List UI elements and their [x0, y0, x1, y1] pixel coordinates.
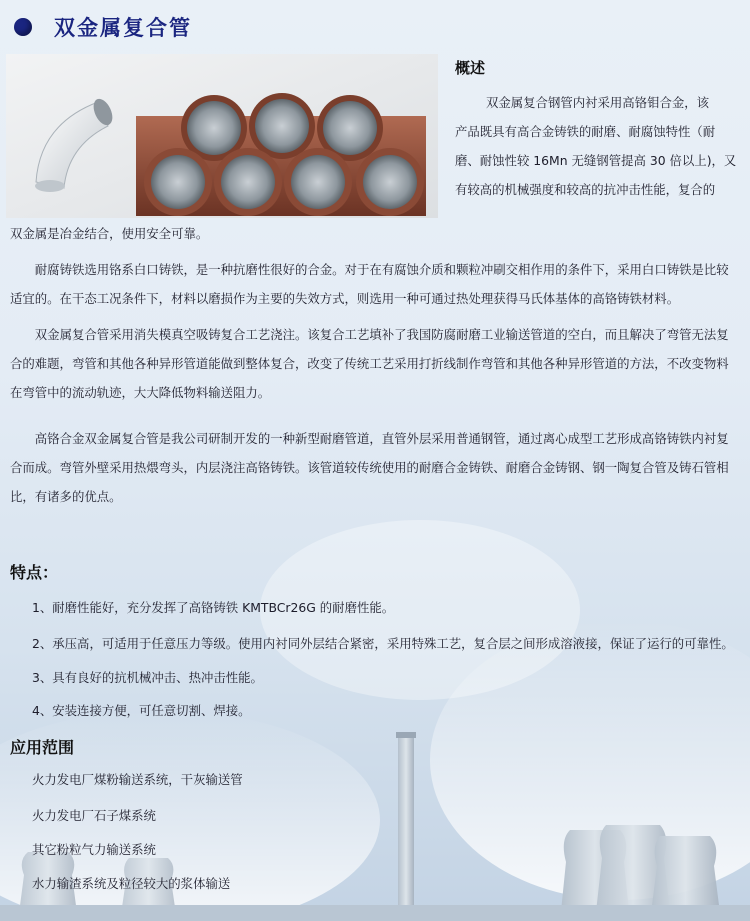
intro-line: 产品既具有高合金铸铁的耐磨、耐腐蚀特性（耐 [455, 124, 716, 139]
pipes-illustration [6, 54, 438, 218]
overview-heading: 概述 [455, 59, 486, 77]
application-item: 水力输渣系统及粒径较大的浆体输送 [32, 876, 231, 891]
application-item: 火力发电厂煤粉输送系统，干灰输送管 [32, 772, 243, 787]
paragraph-casting-process: 双金属复合管采用消失模真空吸铸复合工艺浇注。该复合工艺填补了我国防腐耐磨工业输送管道的空白，而且解决了弯管无法复合的难题，弯管和其他各种异形管道能做到整体复合，改变了传统工艺采用打折线制作弯管和其他各种异形管道的方法，不改变物料在弯管中的流动轨迹，大大降低物料输送阻力。 [10, 327, 729, 400]
feature-item: 4、安装连接方便，可任意切割、焊接。 [32, 703, 251, 718]
feature-item: 3、具有良好的抗机械冲击、热冲击性能。 [32, 670, 263, 685]
application-item: 其它粉粒气力输送系统 [32, 842, 156, 857]
product-photo [6, 54, 438, 218]
paragraph-product-advantage: 高铬合金双金属复合管是我公司研制开发的一种新型耐磨管道，直管外层采用普通钢管，通过离心成型工艺形成高铬铸铁内衬复合而成。弯管外壁采用热煨弯头，内层浇注高铬铸铁。该管道较传统使用的耐磨合金铸铁、耐磨合金铸钢、钢一陶复合管及铸石管相比，有诸多的优点。 [10, 431, 729, 504]
paragraph-white-iron: 耐腐铸铁选用铬系白口铸铁，是一种抗磨性很好的合金。对于在有腐蚀介质和颗粒冲刷交相作用的条件下，采用白口铸铁是比较适宜的。在干态工况条件下，材料以磨损作为主要的失效方式，则选用一种可通过热处理获得马氏体基体的高铬铸铁材料。 [10, 262, 729, 306]
page-header [14, 10, 192, 44]
bullet-icon [14, 18, 32, 36]
feature-item: 1、耐磨性能好，充分发挥了高铬铸铁 KMTBCr26G 的耐磨性能。 [32, 600, 395, 615]
application-item: 火力发电厂石子煤系统 [32, 808, 156, 823]
overview-intro-tail: 双金属是冶金结合，使用安全可靠。 [10, 226, 209, 241]
intro-line: 磨、耐蚀性较 16Mn 无缝钢管提高 30 倍以上)，又 [455, 153, 737, 168]
intro-line: 有较高的机械强度和较高的抗冲击性能，复合的 [455, 182, 716, 197]
intro-line: 双金属复合钢管内衬采用高铬钼合金，该 [486, 95, 710, 110]
applications-heading: 应用范围 [10, 738, 75, 757]
page-title: 双金属复合管 [54, 16, 192, 40]
overview-intro [455, 88, 740, 204]
feature-item: 2、承压高，可适用于任意压力等级。使用内衬同外层结合紧密，采用特殊工艺，复合层之间形成溶液接，保证了运行的可靠性。 [32, 636, 734, 651]
features-heading: 特点： [10, 563, 59, 582]
